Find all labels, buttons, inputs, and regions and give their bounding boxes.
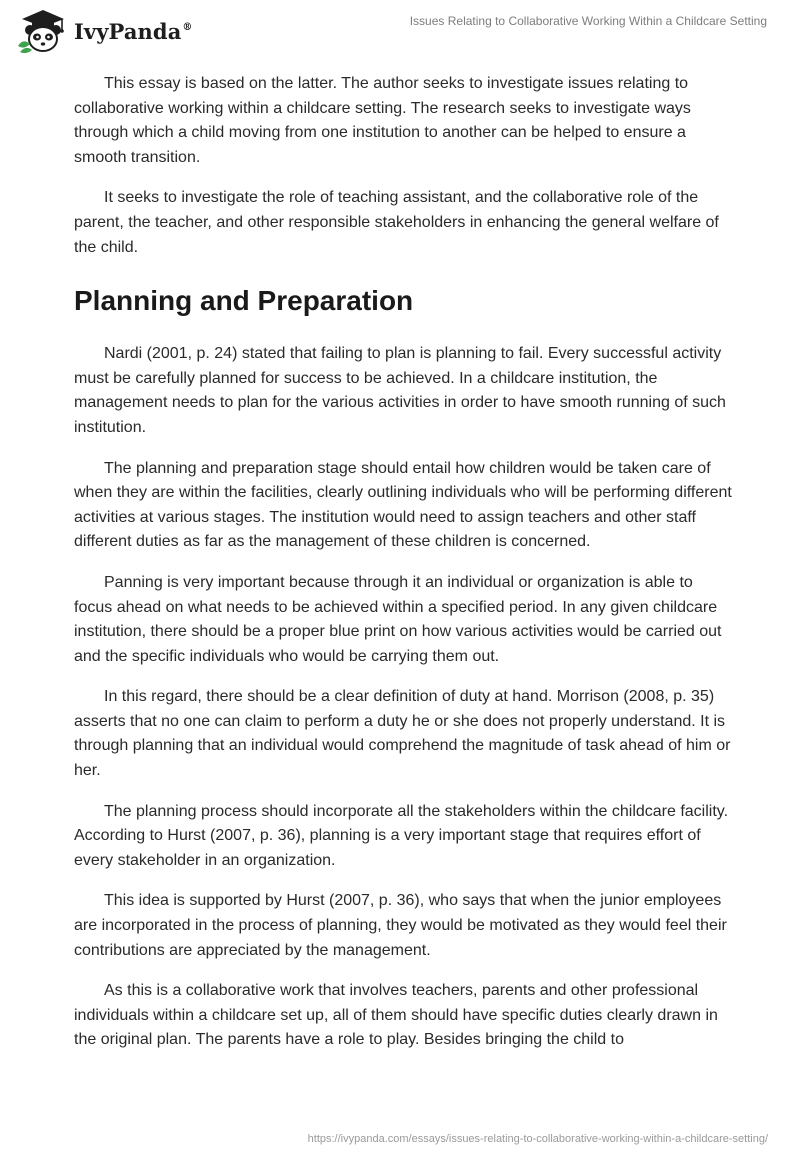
paragraph: Panning is very important because through it an individual or organization is able to focus ahead on what needs to be achieved within a specified period. In any given childcare institution, there should be a proper blue print on how various activities would be carried out and the specific individuals who would be carrying them out. <box>74 573 722 665</box>
paragraph: The planning and preparation stage should entail how children would be taken care of when they are within the facilities, clearly outlining individuals who will be performing different activities at various stages. The institution would need to assign teachers and other staff different duties as far as the management of these children is concerned. <box>74 459 732 551</box>
paragraph: This essay is based on the latter. The author seeks to investigate issues relating to collaborative working within a childcare setting. The research seeks to investigate ways through which a child moving from one institution to another can be helped to ensure a smooth transition. <box>74 75 691 166</box>
section-heading: Planning and Preparation <box>74 285 414 317</box>
essay-body <box>74 72 734 1069</box>
paragraph: In this regard, there should be a clear definition of duty at hand. Morrison (2008, p. 35) asserts that no one can claim to perform a duty he or she does not properly understand. It is through planning that an individual would comprehend the magnitude of task ahead of him or her. <box>74 688 731 780</box>
paragraph: It seeks to investigate the role of teaching assistant, and the collaborative role of the parent, the teacher, and other responsible stakeholders in enhancing the general welfare of the child. <box>74 189 719 256</box>
page-header <box>0 0 800 64</box>
paragraph: As this is a collaborative work that involves teachers, parents and other professional individuals within a childcare set up, all of them should have specific duties clearly drawn in the original plan. The parents have a role to play. Besides bringing the child to <box>74 982 718 1049</box>
brand-name: IvyPanda® <box>74 18 193 44</box>
paragraph: Nardi (2001, p. 24) stated that failing to plan is planning to fail. Every successful activity must be carefully planned for success to be achieved. In a childcare institution, the management needs to plan for the various activities in order to have smooth running of such institution. <box>74 345 726 436</box>
paragraph: This idea is supported by Hurst (2007, p. 36), who says that when the junior employees are incorporated in the process of planning, they would be motivated as they would feel their contributions are appreciated by the management. <box>74 892 727 959</box>
registered-mark: ® <box>182 21 193 33</box>
source-url[interactable]: https://ivypanda.com/essays/issues-relating-to-collaborative-working-within-a-childcare-setting/ <box>307 1133 768 1145</box>
paragraph: The planning process should incorporate all the stakeholders within the childcare facility. According to Hurst (2007, p. 36), planning is a very important stage that requires effort of every stakeholder in an organization. <box>74 802 729 869</box>
ivypanda-logo[interactable] <box>14 8 193 54</box>
panda-logo-icon <box>14 8 72 54</box>
document-title: Issues Relating to Collaborative Working Within a Childcare Setting <box>409 14 767 28</box>
